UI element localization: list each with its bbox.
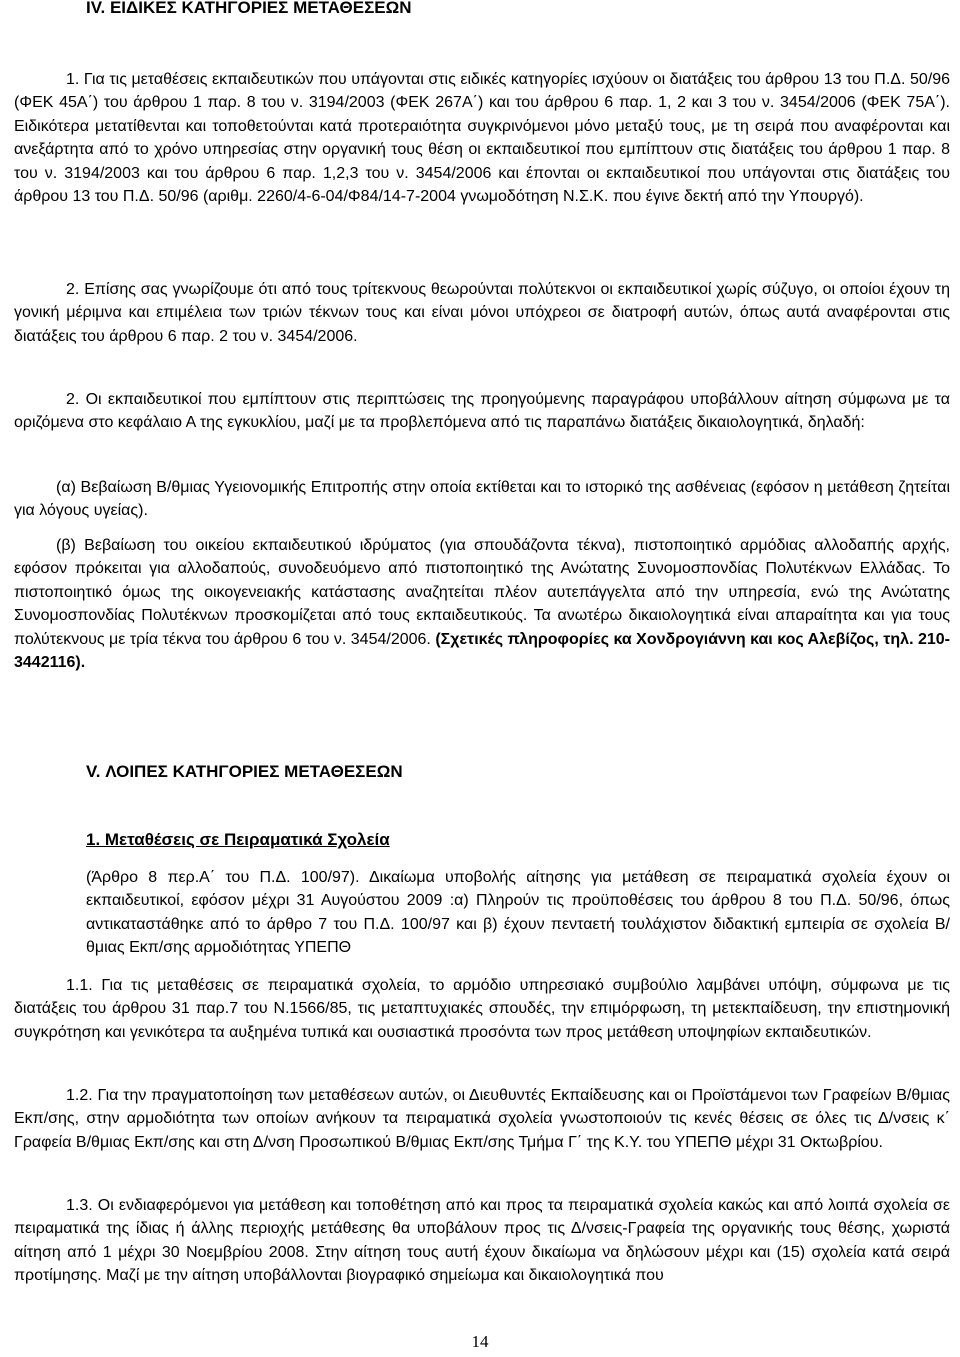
subsection-v-1-title: 1. Μεταθέσεις σε Πειραματικά Σχολεία xyxy=(86,830,390,849)
intro-text: (Άρθρο 8 περ.Α΄ του Π.Δ. 100/97). Δικαίωμα υποβολής αίτησης για μετάθεση σε πειραματικά σχολεία έχουν οι εκπαιδευτικοί, εφόσον μέχρι 31 Αυγούστου 2009 :α) Πληρούν τις προϋποθέσεις του άρθρου 8 του Π.Δ. 50/96, όπως αντικαταστάθηκε από το άρθρο 7 του Π.Δ. 100/97 και β) έχουν πενταετή τουλάχιστον διδακτική εμπειρία σε σχολεία Β/θμιας Εκπ/σης αρμοδιότητας ΥΠΕΠΘ xyxy=(86,869,950,957)
paragraph-v-1-1: 1.1. Για τις μεταθέσεις σε πειραματικά σχολεία, το αρμόδιο υπηρεσιακό συμβούλιο λαμβάνει υπόψη, σύμφωνα με τις διατάξεις του άρθρου 31 παρ.7 του Ν.1566/85, τις μεταπτυχιακές σπουδές, την επιμόρφωση, τη μετεκπαίδευση, την επιστημονική συγκρότηση και γενικότερα τα αυξημένα τυπικά και ουσιαστικά προσόντα των προς μετάθεση υποψηφίων εκπαιδευτικών. xyxy=(14,977,950,1041)
item-b-contact: (Σχετικές πληροφορίες κα Χονδρογιάννη και κος Αλεβίζος, τηλ. 210-3442116). xyxy=(14,630,950,672)
paragraph-iv-2: 2. Επίσης σας γνωρίζουμε ότι από τους τρίτεκνους θεωρούνται πολύτεκνοι οι εκπαιδευτικοί χωρίς σύζυγο, οι οποίοι έχουν τη γονική μέριμνα και επιμέλεια των τριών τέκνων τους και είναι μόνοι υπόχρεοι σε διατροφή αυτών, όπως αυτά αναφέρονται στις διατάξεις του άρθρου 6 παρ. 2 του ν. 3454/2006. xyxy=(14,281,950,345)
section-v-title: V. ΛΟΙΠΕΣ ΚΑΤΗΓΟΡΙΕΣ ΜΕΤΑΘΕΣΕΩΝ xyxy=(86,762,403,781)
section-iv-title: IV. ΕΙΔΙΚΕΣ ΚΑΤΗΓΟΡΙΕΣ ΜΕΤΑΘΕΣΕΩΝ xyxy=(86,0,412,17)
item-b-text: (β) Βεβαίωση του οικείου εκπαιδευτικού ιδρύματος (για σπουδάζοντα τέκνα), πιστοποιητικό αρμόδιας αλλοδαπής αρχής, εφόσον πρόκειται για αλλοδαπούς, συνοδευόμενο από πιστοποιητικό της Ανώτατης Συνομοσπονδίας Πολυτέκνων Ελλάδας. Το πιστοποιητικό όμως της οικογενειακής κατάστασης αναζητείται πλέον αυτεπάγγελτα από την υπηρεσία, ενώ της Ανώτατης Συνομοσπονδίας Πολυτέκνων προσκομίζεται από τους εκπαιδευτικούς. Τα ανωτέρω δικαιολογητικά είναι απαραίτητα και για τους πολύτεκνους με τρία τέκνα του άρθρου 6 του ν. 3454/2006. xyxy=(14,537,950,648)
paragraph-item-a: (α) Βεβαίωση Β/θμιας Υγειονομικής Επιτροπής στην οποία εκτίθεται και το ιστορικό της ασθένειας (εφόσον η μετάθεση ζητείται για λόγους υγείας). xyxy=(14,479,950,520)
paragraph-iv-3: 2. Οι εκπαιδευτικοί που εμπίπτουν στις περιπτώσεις της προηγούμενης παραγράφου υποβάλλουν αίτηση σύμφωνα με τα οριζόμενα στο κεφάλαιο Α της εγκυκλίου, μαζί με τα προβλεπόμενα από τις παραπάνω διατάξεις δικαιολογητικά, δηλαδή: xyxy=(14,391,950,432)
paragraph-v-1-3: 1.3. Οι ενδιαφερόμενοι για μετάθεση και τοποθέτηση από και προς τα πειραματικά σχολεία κακώς και από λοιπά σχολεία σε πειραματικά της ίδιας ή άλλης περιοχής μετάθεσης θα υποβάλουν προς τις Δ/νσεις-Γραφεία της οργανικής τους θέσης, χωριστά αίτηση από 1 μέχρι 30 Νοεμβρίου 2008. Στην αίτηση τους αυτή έχουν δικαίωμα να δηλώσουν μέχρι και (15) σχολεία κατά σειρά προτίμησης. Μαζί με την αίτηση υποβάλλονται βιογραφικό σημείωμα και δικαιολογητικά που xyxy=(14,1197,950,1285)
paragraph-iv-1: 1. Για τις μεταθέσεις εκπαιδευτικών που υπάγονται στις ειδικές κατηγορίες ισχύουν οι διατάξεις του άρθρου 13 του Π.Δ. 50/96 (ΦΕΚ 45Α΄) του άρθρου 1 παρ. 8 του ν. 3194/2003 (ΦΕΚ 267Α΄) και του άρθρου 6 παρ. 1, 2 και 3 του ν. 3454/2006 (ΦΕΚ 75Α΄). Ειδικότερα μετατίθενται και τοποθετούνται κατά προτεραιότητα συγκρινόμενοι μόνο μεταξύ τους, με τη σειρά που αναφέρονται και ανεξάρτητα από το χρόνο υπηρεσίας στην οργανική τους θέση οι εκπαιδευτικοί που εμπίπτουν στις διατάξεις του άρθρου 1 παρ. 8 του ν. 3194/2003 και του άρθρου 6 παρ. 1,2,3 του ν. 3454/2006 και έπονται οι εκπαιδευτικοί που υπάγονται στις διατάξεις του άρθρου 13 του Π.Δ. 50/96 (αριθμ. 2260/4-6-04/Φ84/14-7-2004 γνωμοδότηση Ν.Σ.Κ. που έγινε δεκτή από την Υπουργό). xyxy=(14,71,950,206)
paragraph-v-1-2: 1.2. Για την πραγματοποίηση των μεταθέσεων αυτών, οι Διευθυντές Εκπαίδευσης και οι Προϊστάμενοι των Γραφείων Β/θμιας Εκπ/σης, στην αρμοδιότητα των οποίων ανήκουν τα πειραματικά σχολεία γνωστοποιούν τις κενές θέσεις σε όλες τις Δ/νσεις κ΄ Γραφεία Β/θμιας Εκπ/σης και στη Δ/νση Προσωπικού Β/θμιας Εκπ/σης Τμήμα Γ΄ της Κ.Υ. του ΥΠΕΠΘ μέχρι 31 Οκτωβρίου. xyxy=(14,1087,950,1151)
paragraph-item-b xyxy=(14,534,950,674)
paragraph-v-intro xyxy=(86,866,950,960)
page-number: 14 xyxy=(471,1332,489,1351)
